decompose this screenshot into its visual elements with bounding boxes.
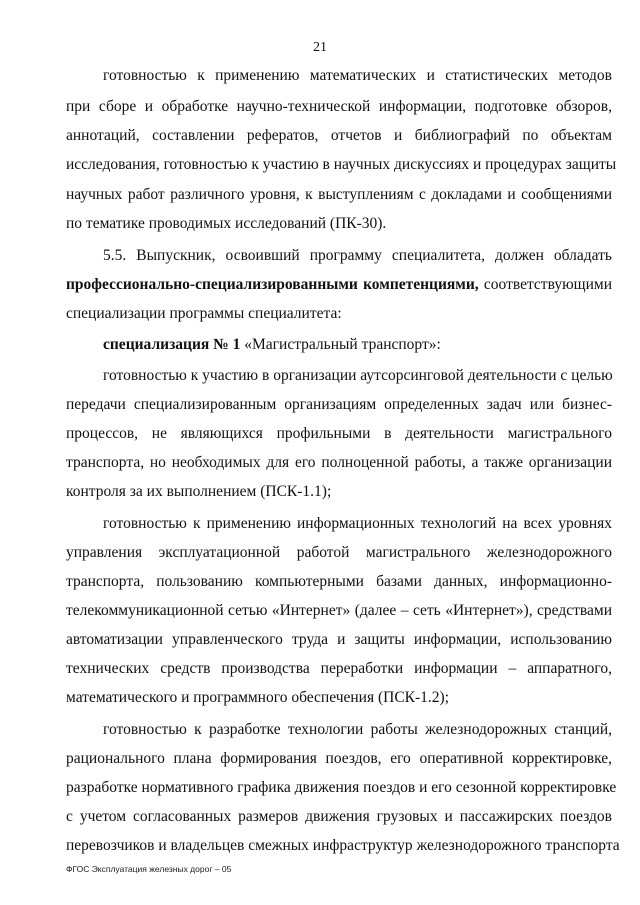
text-line: готовностью к участию в организации аутсорсинговой деятельности с целью bbox=[103, 367, 613, 384]
text-fragment: соответствующими bbox=[483, 276, 613, 293]
text-line: при сборе и обработке научно-технической информации, подготовке обзоров, bbox=[66, 98, 612, 115]
text-line: процессов, не являющихся профильными в деятельности магистрального bbox=[66, 425, 612, 442]
text-line: рационального плана формирования поездов, его оперативной корректировке, bbox=[66, 750, 612, 767]
text-line bbox=[66, 275, 612, 295]
text-line: транспорта, но необходимых для его полноценной работы, а также организации bbox=[66, 454, 612, 471]
text-line: с учетом согласованных размеров движения грузовых и пассажирских поездов bbox=[66, 808, 612, 825]
text-line: готовностью к разработке технологии работы железнодорожных станций, bbox=[103, 721, 612, 738]
text-line: готовностью к применению математических и статистических методов bbox=[103, 67, 612, 84]
text-line: по тематике проводимых исследований (ПК-30). bbox=[66, 215, 387, 232]
text-line: специализации программы специалитета: bbox=[66, 305, 342, 322]
text-line: телекоммуникационной сетью «Интернет» (далее – сеть «Интернет»), средствами bbox=[66, 602, 612, 619]
bold-term: профессионально-специализированными компетенциями, bbox=[66, 276, 479, 293]
text-line: готовностью к применению информационных технологий на всех уровнях bbox=[103, 515, 612, 532]
text-line: перевозчиков и владельцев смежных инфраструктур железнодорожного транспорта bbox=[66, 837, 620, 854]
page-number: 21 bbox=[313, 40, 327, 55]
text-line: контроля за их выполнением (ПСК-1.1); bbox=[66, 483, 332, 500]
text-line bbox=[103, 335, 612, 355]
page-footer: ФГОС Эксплуатация железных дорог – 05 bbox=[66, 864, 232, 874]
specialization-heading: специализация № 1 bbox=[103, 336, 241, 353]
text-line: аннотаций, составлении рефератов, отчетов и библиографий по объектам bbox=[66, 127, 612, 144]
text-line: управления эксплуатационной работой магистрального железнодорожного bbox=[66, 544, 612, 561]
text-line: автоматизации управленческого труда и защиты информации, использованию bbox=[66, 631, 612, 648]
text-line: 5.5. Выпускник, освоивший программу специалитета, должен обладать bbox=[103, 247, 612, 264]
text-line: передачи специализированным организациям определенных задач или бизнес- bbox=[66, 396, 612, 413]
text-line: математического и программного обеспечения (ПСК-1.2); bbox=[66, 689, 449, 706]
text-line: технических средств производства переработки информации – аппаратного, bbox=[66, 660, 612, 677]
text-line: транспорта, пользованию компьютерными базами данных, информационно- bbox=[66, 573, 612, 590]
text-line: исследования, готовностью к участию в научных дискуссиях и процедурах защиты bbox=[66, 156, 617, 173]
specialization-name: «Магистральный транспорт»: bbox=[244, 336, 441, 353]
text-line: научных работ различного уровня, к выступлениям с докладами и сообщениями bbox=[66, 186, 612, 203]
text-line: разработке нормативного графика движения поездов и его сезонной корректировке bbox=[66, 779, 617, 796]
